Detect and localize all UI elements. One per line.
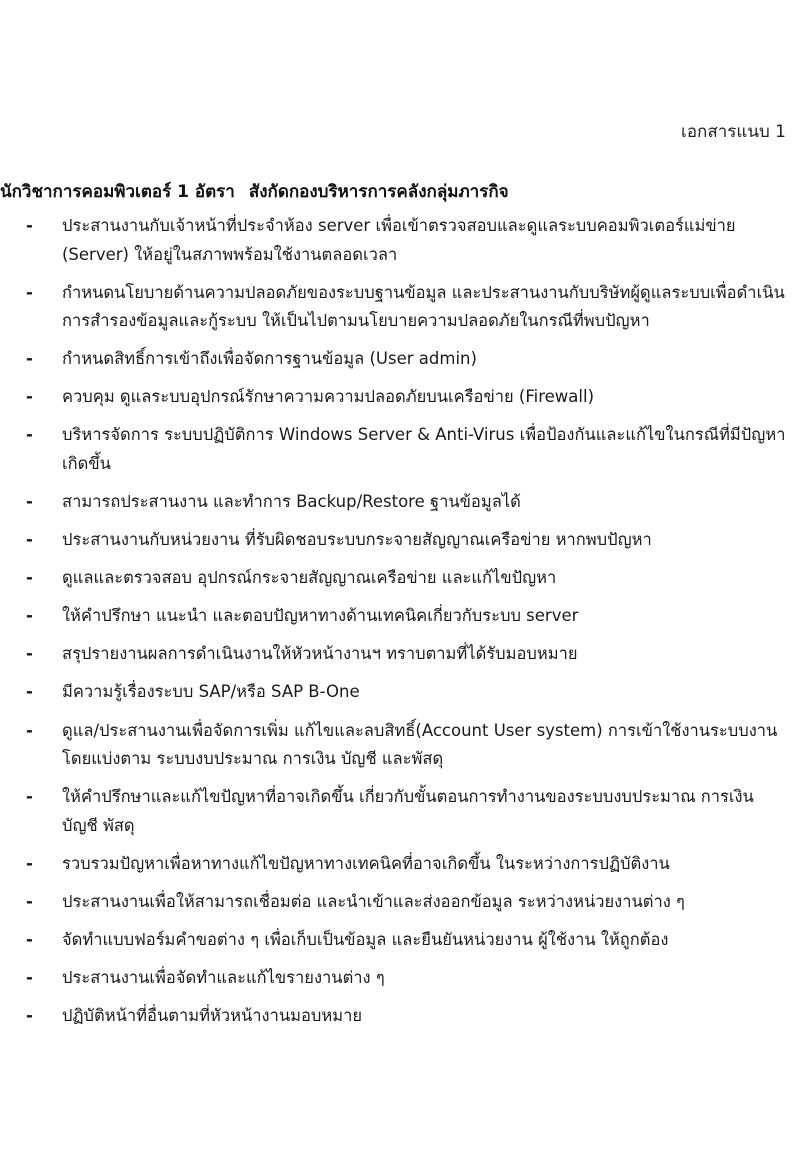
duty-text: ควบคุม ดูแลระบบอุปกรณ์รักษาความความปลอดภัยบนเครือข่าย (Firewall) (62, 387, 595, 407)
bullet-dash: - (26, 387, 33, 407)
duty-item (0, 488, 800, 517)
duty-text: ให้คำปรึกษา แนะนำ และตอบปัญหาทางด้านเทคนิคเกี่ยวกับระบบ server (62, 606, 579, 626)
duty-item (0, 212, 800, 269)
duty-item (0, 421, 800, 478)
duty-item (0, 678, 800, 707)
duty-item (0, 602, 800, 631)
bullet-dash: - (26, 606, 33, 626)
duty-item (0, 783, 800, 840)
duty-item (0, 888, 800, 917)
bullet-dash: - (26, 425, 33, 445)
duty-text: มีความรู้เรื่องระบบ SAP/หรือ SAP B-One (62, 682, 360, 702)
bullet-dash: - (26, 929, 33, 949)
duty-item (0, 526, 800, 555)
bullet-dash: - (26, 491, 33, 511)
duty-item (0, 1002, 800, 1031)
duty-text: ดูแลและตรวจสอบ อุปกรณ์กระจายสัญญาณเครือข่าย และแก้ไขปัญหา (62, 568, 557, 588)
bullet-dash: - (26, 349, 33, 369)
duty-text: สามารถประสานงาน และทำการ Backup/Restore ฐานข้อมูลได้ (62, 491, 521, 511)
duty-text: ให้คำปรึกษาและแก้ไขปัญหาที่อาจเกิดขึ้น เกี่ยวกับขั้นตอนการทำงานของระบบงบประมาณ การเงิน บัญชี พัสดุ (62, 787, 754, 835)
duty-text: บริหารจัดการ ระบบปฏิบัติการ Windows Server & Anti-Virus เพื่อป้องกันและแก้ไขในกรณีที่มีปัญหาเกิดขึ้น (62, 425, 786, 473)
bullet-dash: - (26, 1006, 33, 1026)
duty-list (0, 212, 800, 1040)
duty-item (0, 564, 800, 593)
bullet-dash: - (26, 282, 33, 302)
bullet-dash: - (26, 568, 33, 588)
duty-text: กำหนดนโยบายด้านความปลอดภัยของระบบฐานข้อมูล และประสานงานกับบริษัทผู้ดูแลระบบเพื่อดำเนินการสำรองข้อมูลและกู้ระบบ ให้เป็นไปตามนโยบายความปลอดภัยในกรณีที่พบปัญหา (62, 282, 785, 331)
bullet-dash: - (26, 682, 33, 702)
duty-item (0, 640, 800, 669)
duty-text: ประสานงานเพื่อจัดทำและแก้ไขรายงานต่าง ๆ (62, 968, 385, 987)
duty-text: สรุปรายงานผลการดำเนินงานให้หัวหน้างานฯ ทราบตามที่ได้รับมอบหมาย (62, 644, 578, 664)
duty-text: ประสานงานกับเจ้าหน้าที่ประจำห้อง server เพื่อเข้าตรวจสอบและดูแลระบบคอมพิวเตอร์แม่ข่าย (Server) ให้อยู่ในสภาพพร้อมใช้งานตลอดเวลา (62, 216, 736, 264)
bullet-dash: - (26, 853, 33, 873)
duty-text: ประสานงานเพื่อให้สามารถเชื่อมต่อ และนำเข้าและส่งออกข้อมูล ระหว่างหน่วยงานต่าง ๆ (62, 891, 685, 911)
bullet-dash: - (26, 530, 33, 550)
duty-text: ปฏิบัติหน้าที่อื่นตามที่หัวหน้างานมอบหมาย (62, 1006, 363, 1026)
position-title: นักวิชาการคอมพิวเตอร์ 1 อัตรา (0, 182, 235, 202)
duty-text: ดูแล/ประสานงานเพื่อจัดการเพิ่ม แก้ไขและลบสิทธิ์(Account User system) การเข้าใช้งานระบบงานโดยแบ่งตาม ระบบงบประมาณ การเงิน บัญชี และพัสดุ (62, 720, 778, 769)
duty-text: จัดทำแบบฟอร์มคำขอต่าง ๆ เพื่อเก็บเป็นข้อมูล และยืนยันหน่วยงาน ผู้ใช้งาน ให้ถูกต้อง (62, 929, 669, 949)
attachment-label: เอกสารแนบ 1 (681, 122, 786, 142)
bullet-dash: - (26, 968, 33, 987)
duty-item (0, 383, 800, 412)
duty-item (0, 717, 800, 774)
bullet-dash: - (26, 720, 33, 740)
bullet-dash: - (26, 787, 33, 807)
bullet-dash: - (26, 216, 33, 235)
duty-item (0, 964, 800, 993)
position-heading (0, 178, 800, 205)
bullet-dash: - (26, 891, 33, 911)
bullet-dash: - (26, 644, 33, 664)
duty-text: กำหนดสิทธิ์การเข้าถึงเพื่อจัดการฐานข้อมูล (User admin) (62, 349, 477, 369)
duty-text: รวบรวมปัญหาเพื่อหาทางแก้ไขปัญหาทางเทคนิคที่อาจเกิดขึ้น ในระหว่างการปฏิบัติงาน (62, 853, 670, 873)
department-title: สังกัดกองบริหารการคลังกลุ่มภารกิจ (248, 182, 509, 202)
duty-item (0, 279, 800, 336)
duty-item (0, 345, 800, 374)
duty-item (0, 850, 800, 879)
duty-text: ประสานงานกับหน่วยงาน ที่รับผิดชอบระบบกระจายสัญญาณเครือข่าย หากพบปัญหา (62, 530, 652, 550)
duty-item (0, 926, 800, 955)
